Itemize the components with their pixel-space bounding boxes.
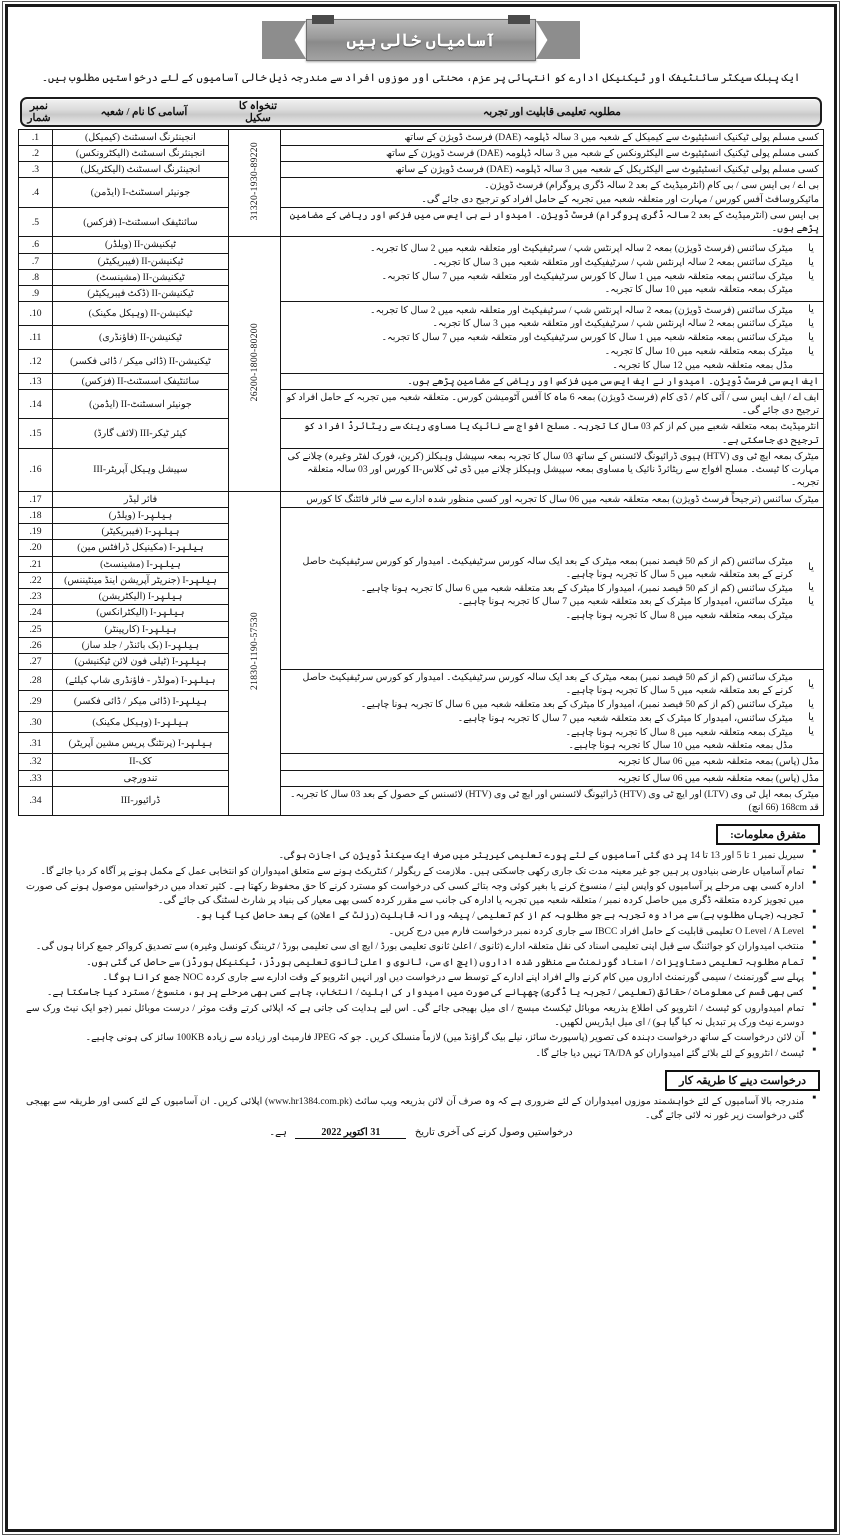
qualification-line: میٹرک سائنس (ترجیحاً فرسٹ ڈویژن) بمعہ متعلقہ شعبہ میں 06 سال کا تجربہ اور کسی منظور شدہ ادارے سے فائر فائٹنگ کا کورس: [306, 493, 819, 505]
cell-post-name: انجینئرنگ اسسٹنٹ (الیکٹریکل): [53, 162, 229, 178]
or-separator: یا: [808, 698, 814, 710]
header-serial: نمبر شمار: [27, 100, 51, 124]
cell-serial: .20: [19, 540, 53, 556]
deadline-suffix: ہے۔: [269, 1127, 287, 1139]
cell-post-name: سائنٹیفک اسسٹنٹ-II (فزکس): [53, 373, 229, 389]
qualification-line: میٹرک بمعہ ایچ ٹی وی (HTV) ہیوی ڈرائیونگ لائسنس کے ساتھ 03 سال کا تجربہ بمعہ سپیشل وہیکلز (کرین، فورک لفٹر وغیرہ) چلانے کی مہارت کا ٹیسٹ۔ مسلح افواج سے ریٹائرڈ نائیک یا مساوی بمعہ سپیشل وہیکلز چلانے میں ڈی ٹی کلاس-II کورس اور 03 سالہ متعلقہ تجربہ۔: [287, 450, 819, 489]
cell-qualification: [281, 178, 824, 207]
vacancy-table: [18, 129, 824, 816]
table-row: [19, 207, 824, 236]
or-separator: یا: [808, 562, 814, 574]
qualification-option: میٹرک بمعہ متعلقہ شعبہ میں 8 سال کا تجربہ ہونا چاہیے۔: [565, 726, 793, 738]
cell-serial: .3: [19, 162, 53, 178]
cell-post-name: ہیلپر-I (مولڈر - فاؤنڈری شاپ کیلئے): [53, 670, 229, 691]
table-header-bar: [20, 97, 822, 127]
table-row: [19, 670, 824, 691]
or-separator: یا: [808, 331, 814, 343]
qualification-line: انٹرمیڈیٹ بمعہ متعلقہ شعبے میں کم از کم 03 سال کا تجربہ۔ مسلح افواج سے نائیک یا مساوی رینک سے ریٹائرڈ افراد کو ترجیح دی جاسکتی ہے۔: [303, 421, 819, 446]
cell-serial: .6: [19, 237, 53, 253]
cell-post-name: ٹیکنیشن-II (ڈائی میکر / ڈائی فکسر): [53, 349, 229, 373]
cell-serial: .21: [19, 556, 53, 572]
cell-post-name: ہیلپر-I (ویلڈر): [53, 507, 229, 523]
table-row: [19, 389, 824, 418]
note-item: ■ پہلے سے گورنمنٹ / سیمی گورنمنٹ اداروں میں کام کرنے والے افراد اپنے ادارے کے توسط سے درخواست دیں اور انہیں انٹرویو کے وقت ادارے سے جاری کردہ NOC جمع کرانا ہوگا۔: [26, 971, 816, 986]
cell-post-name: کک-II: [53, 754, 229, 770]
table-row: [19, 770, 824, 786]
cell-post-name: ہیلپر-I (الیکٹرانکس): [53, 605, 229, 621]
ribbon-tail-left: [536, 21, 580, 59]
cell-post-name: ٹیکنیشن-II (ویلڈر): [53, 237, 229, 253]
cell-serial: .7: [19, 253, 53, 269]
cell-pay-scale: [229, 237, 281, 491]
or-separator: یا: [808, 256, 814, 268]
cell-qualification: [281, 207, 824, 236]
cell-qualification: [281, 670, 824, 754]
or-separator: یا: [808, 582, 814, 594]
cell-post-name: ہیلپر-I (ڈائی میکر / ڈائی فکسر): [53, 691, 229, 712]
header-scale: تنخواہ کا سکیل: [238, 100, 278, 124]
qualification-option: میٹرک بمعہ متعلقہ شعبہ میں 8 سال کا تجربہ ہونا چاہیے۔: [565, 609, 793, 621]
cell-post-name: ہیلپر-I (کارپینٹر): [53, 621, 229, 637]
cell-serial: .26: [19, 637, 53, 653]
cell-post-name: سائنٹیفک اسسٹنٹ-I (فزکس): [53, 207, 229, 236]
qualification-option: میٹرک سائنس بمعہ 2 سالہ اپرنٹس شپ / سرٹیفیکیٹ اور متعلقہ شعبہ میں 3 سال کا تجربہ۔: [432, 318, 793, 330]
cell-qualification: [281, 419, 824, 448]
cell-post-name: تندورچی: [53, 770, 229, 786]
qualification-option: میٹرک سائنس (کم از کم 50 فیصد نمبر)، امیدوار کا میٹرک کے بعد متعلقہ شعبہ میں 6 سال کا تجربہ ہونا چاہیے۔: [360, 698, 793, 710]
note-item: ■ تمام آسامیاں عارضی بنیادوں پر ہیں جو غیر معینہ مدت تک جاری رکھی جاسکتی ہیں۔ ملازمت کے ریگولر / کنٹریکٹ ہونے سے متعلق امیدواران کو انتخابی عمل کے مکمل ہونے پر آگاہ کر دیا جائے گا۔: [26, 865, 816, 880]
table-row: [19, 237, 824, 253]
notes-list: [18, 849, 824, 1062]
cell-serial: .16: [19, 448, 53, 491]
deadline-line: [18, 1124, 824, 1138]
cell-qualification: [281, 145, 824, 161]
cell-serial: .18: [19, 507, 53, 523]
qualification-line: مائیکروسافٹ آفس کورس / مہارت اور متعلقہ شعبہ میں تجربہ کے حامل افراد کو ترجیح دی جائے گی۔: [421, 193, 819, 205]
qualification-option: میٹرک سائنس (فرسٹ ڈویژن) بمعہ 2 سالہ اپرنٹس شپ / سرٹیفیکیٹ اور متعلقہ شعبہ میں 2 سال کا تجربہ۔: [369, 304, 793, 316]
cell-serial: .5: [19, 207, 53, 236]
cell-post-name: انجینئرنگ اسسٹنٹ (الیکٹرونکس): [53, 145, 229, 161]
cell-serial: .1: [19, 129, 53, 145]
cell-serial: .23: [19, 589, 53, 605]
intro-paragraph: ایک پبلک سیکٹر سائنٹیفک اور ٹیکنیکل ادارے کو انتہائی پر عزم، محنتی اور موزوں افراد سے مندرجہ ذیل خالی آسامیوں کے لئے درخواستیں مطلوب ہیں۔: [41, 73, 801, 84]
cell-serial: .32: [19, 754, 53, 770]
cell-serial: .24: [19, 605, 53, 621]
deadline-date: 31 اکتوبر 2022: [295, 1127, 406, 1139]
cell-post-name: ہیلپر-I (فیبریکیٹر): [53, 524, 229, 540]
cell-qualification: [281, 373, 824, 389]
cell-serial: .34: [19, 786, 53, 815]
qualification-option: میٹرک بمعہ متعلقہ شعبہ میں 10 سال کا تجربہ۔: [604, 346, 793, 357]
cell-post-name: ڈرائیور-III: [53, 786, 229, 815]
cell-serial: .30: [19, 712, 53, 733]
qualification-line: بی ایس سی (انٹرمیڈیٹ کے بعد 2 سالہ ڈگری پروگرام) فرسٹ ڈویژن۔ امیدوار نے بی ایس سی میں فزکس اور ریاضی کے مضامین پڑھے ہوں۔: [289, 209, 819, 235]
pay-scale-value: 26200-1800-80200: [248, 322, 260, 402]
note-item: ■ آن لائن درخواست کے ساتھ درخواست دہندہ کی تصویر (پاسپورٹ سائز، نیلے بیک گراؤنڈ میں) لازماً منسلک کریں۔ جو کہ JPEG فارمیٹ اور زیادہ سے زیادہ 100KB سائز کی ہونی چاہیے۔: [26, 1031, 816, 1046]
cell-serial: .12: [19, 349, 53, 373]
cell-post-name: ہیلپر-I (ٹیلی فون لائن ٹیکنیشن): [53, 653, 229, 669]
apply-list: [18, 1095, 824, 1124]
qualification-line: ایف ایس سی فرسٹ ڈویژن۔ امیدوار نے ایف ایس سی میں فزکس اور ریاضی کے مضامین پڑھے ہوں۔: [407, 375, 819, 387]
cell-post-name: جونیئر اسسٹنٹ-I (ایڈمن): [53, 178, 229, 207]
qualification-line: کسی مسلم پولی ٹیکنیک انسٹیٹیوٹ سے الیکٹرونکس کے شعبہ میں 3 سالہ ڈپلومہ (DAE) فرسٹ ڈویژن کے ساتھ: [386, 147, 819, 159]
qualification-line: ایف اے / ایف ایس سی / آئی کام / ڈی کام (فرسٹ ڈویژن) بمعہ 6 ماہ کا آفس آٹومیشن کورس۔ متعلقہ شعبہ میں تجربہ کے حامل افراد کو ترجیح دی جائے گی۔: [286, 391, 819, 417]
cell-serial: .28: [19, 670, 53, 691]
note-item: ■ ادارہ کسی بھی مرحلے پر آسامیوں کو واپس لینے / منسوخ کرنے یا بغیر کوئی وجہ بتائے کسی کی درخواست کو مسترد کرنے کا حق محفوظ رکھتا ہے۔ کثیر تعداد میں درخواستیں موصول ہونے کی صورت میں تجویز کردہ متعلقہ ڈگری میں حاصل کردہ نمبر / متعلقہ شعبہ میں تجربہ یا ادارہ کی جانب سے مقرر کردہ کسی بھی معیار کی بنیاد پر شارٹ لسٹنگ کی جائے گی۔: [26, 880, 816, 909]
cell-qualification: [281, 129, 824, 145]
cell-serial: .29: [19, 691, 53, 712]
table-row: [19, 129, 824, 145]
note-item: ■ کسی بھی قسم کی معلومات / حقائق (تعلیمی / تجربہ یا ڈگری) چھپانے کی صورت میں امیدوار کی اہلیت / انتخاب، چاہے کسی بھی مرحلے پر ہو، منسوخ / مسترد کیا جاسکتا ہے۔: [26, 986, 816, 1001]
or-separator: یا: [808, 243, 814, 255]
cell-qualification: [281, 237, 824, 302]
qualification-option: میٹرک سائنس بمعہ 2 سالہ اپرنٹس شپ / سرٹیفیکیٹ اور متعلقہ شعبہ میں 3 سال کا تجربہ۔: [432, 257, 793, 269]
cell-qualification: [281, 507, 824, 669]
table-row: [19, 145, 824, 161]
banner: [18, 17, 824, 63]
cell-serial: .13: [19, 373, 53, 389]
deadline-prefix: درخواستیں وصول کرنے کی آخری تاریخ: [414, 1127, 573, 1139]
qualification-option: میٹرک سائنس، امیدوار کا میٹرک کے بعد متعلقہ شعبہ میں 7 سال کا تجربہ ہونا چاہیے۔: [457, 712, 793, 724]
cell-serial: .22: [19, 572, 53, 588]
qualification-line: کسی مسلم پولی ٹیکنیک انسٹیٹیوٹ سے کیمیکل کے شعبہ میں 3 سالہ ڈپلومہ (DAE) فرسٹ ڈویژن کے ساتھ: [404, 131, 819, 143]
cell-qualification: [281, 754, 824, 770]
banner-title: آسامیاں خالی ہیں: [346, 30, 496, 50]
table-row: [19, 302, 824, 326]
note-item: ■ O Level / A Level تعلیمی قابلیت کے حامل افراد IBCC سے جاری کردہ نمبر درخواست فارم میں درج کریں۔: [26, 925, 816, 940]
qualification-option: میٹرک سائنس (کم از کم 50 فیصد نمبر) بمعہ میٹرک کے بعد ایک سالہ کورس سرٹیفیکیٹ۔ امیدوار کو کورس سرٹیفیکیٹ حاصل کرنے کے بعد متعلقہ شعبہ میں 5 سال کا تجربہ ہونا چاہیے۔: [302, 555, 793, 581]
pay-scale-value: 21830-1190-57530: [248, 612, 260, 691]
note-item: ■ سیریل نمبر 1 تا 5 اور 13 تا 14 پر دی گئی آسامیوں کے لئے پورے تعلیمی کیریئر میں صرف ایک سیکنڈ ڈویژن کی اجازت ہوگی۔: [26, 849, 816, 864]
qualification-option: میٹرک سائنس (کم از کم 50 فیصد نمبر) بمعہ میٹرک کے بعد ایک سالہ کورس سرٹیفیکیٹ۔ امیدوار کو کورس سرٹیفیکیٹ حاصل کرنے کے بعد متعلقہ شعبہ میں 5 سال کا تجربہ ہونا چاہیے۔: [302, 672, 793, 697]
cell-serial: .9: [19, 286, 53, 302]
cell-serial: .8: [19, 269, 53, 285]
or-separator: یا: [808, 318, 814, 330]
cell-post-name: ہیلپر-I (جنریٹر آپریشن اینڈ مینٹیننس): [53, 572, 229, 588]
cell-post-name: فائر لیڈر: [53, 491, 229, 507]
header-qualification: مطلوبہ تعلیمی قابلیت اور تجربہ: [483, 106, 621, 118]
advertisement-frame: [5, 4, 837, 1532]
cell-qualification: [281, 302, 824, 373]
cell-post-name: ہیلپر-I (پرنٹنگ پریس مشین آپریٹر): [53, 733, 229, 754]
ribbon-body: [306, 19, 536, 61]
cell-post-name: ٹیکنیشن-II (فاؤنڈری): [53, 326, 229, 350]
qualification-line: بی اے / بی ایس سی / بی کام (انٹرمیڈیٹ کے بعد 2 سالہ ڈگری پروگرام) فرسٹ ڈویژن۔: [484, 180, 819, 192]
or-separator: یا: [808, 304, 814, 316]
cell-serial: .14: [19, 389, 53, 418]
qualification-option: مڈل بمعہ متعلقہ شعبہ میں 10 سال کا تجربہ ہونا چاہیے۔: [568, 740, 793, 752]
cell-serial: .27: [19, 653, 53, 669]
cell-serial: .2: [19, 145, 53, 161]
cell-serial: .33: [19, 770, 53, 786]
or-separator: یا: [808, 712, 814, 724]
cell-post-name: ہیلپر-I (وہیکل مکینک): [53, 712, 229, 733]
qualification-option: میٹرک بمعہ متعلقہ شعبہ میں 10 سال کا تجربہ۔: [604, 284, 793, 296]
cell-serial: .15: [19, 419, 53, 448]
cell-serial: .19: [19, 524, 53, 540]
qualification-option: میٹرک سائنس (فرسٹ ڈویژن) بمعہ 2 سالہ اپرنٹس شپ / سرٹیفیکیٹ اور متعلقہ شعبہ میں 2 سال کا تجربہ۔: [369, 243, 793, 255]
qualification-line: مڈل (پاس) بمعہ متعلقہ شعبہ میں 06 سال کا تجربہ: [617, 756, 819, 768]
cell-post-name: ہیلپر-I (الیکٹریشن): [53, 589, 229, 605]
qualification-line: کسی مسلم پولی ٹیکنیک انسٹیٹیوٹ سے الیکٹریکل کے شعبہ میں 3 سالہ ڈپلومہ (DAE) فرسٹ ڈویژن کے ساتھ: [395, 164, 819, 176]
cell-post-name: کیئر ٹیکر-III (لائف گارڈ): [53, 419, 229, 448]
cell-post-name: ہیلپر-I (مکینیکل ڈرافٹس مین): [53, 540, 229, 556]
qualification-line: مڈل (پاس) بمعہ متعلقہ شعبہ میں 06 سال کا تجربہ: [617, 772, 819, 784]
table-row: [19, 178, 824, 207]
cell-serial: .17: [19, 491, 53, 507]
note-item: ■ تجربہ (جہاں مطلوب ہے) سے مراد وہ تجربہ ہے جو مطلوبہ کم از کم تعلیمی / پیشہ ورانہ قابلیت (رزلٹ کے اعلان) کے بعد حاصل کیا گیا ہو۔: [26, 909, 816, 924]
table-row: [19, 448, 824, 491]
cell-post-name: ٹیکنیشن-II (مشینسٹ): [53, 269, 229, 285]
qualification-option: میٹرک سائنس بمعہ متعلقہ شعبہ میں 1 سال کا کورس سرٹیفیکیٹ اور متعلقہ شعبہ میں 7 سال کا تجربہ۔: [381, 332, 793, 344]
cell-qualification: [281, 448, 824, 491]
cell-serial: .11: [19, 326, 53, 350]
qualification-line: میٹرک بمعہ ایل ٹی وی (LTV) اور ایچ ٹی وی (HTV) ڈرائیونگ لائسنس اور ایچ ٹی وی (HTV) لائسنس کے حصول کے بعد 03 سال کا تجربہ۔ قد 168cm (66 انچ): [290, 788, 819, 813]
table-row: [19, 373, 824, 389]
note-item: ■ تمام مطلوبہ تعلیمی دستاویزات / اسناد گورنمنٹ سے منظور شدہ اداروں (ایچ ای سی، ثانوی و اعلیٰ ثانوی تعلیمی بورڈز، ٹیکنیکل بورڈز) سے حاصل کی گئی ہوں۔: [26, 956, 816, 971]
ribbon-notch-right: [508, 15, 530, 24]
cell-post-name: ہیلپر-I (بک بائنڈر / جلد ساز): [53, 637, 229, 653]
table-row: [19, 786, 824, 815]
apply-heading: درخواست دینے کا طریقہ کار: [665, 1070, 820, 1091]
cell-serial: .10: [19, 302, 53, 326]
pay-scale-value: 31320-1930-89220: [248, 141, 260, 221]
or-separator: یا: [808, 726, 814, 738]
cell-post-name: ٹیکنیشن-II (فیبریکیٹر): [53, 253, 229, 269]
cell-post-name: ہیلپر-I (مشینسٹ): [53, 556, 229, 572]
or-separator: یا: [808, 270, 814, 282]
cell-serial: .25: [19, 621, 53, 637]
cell-qualification: [281, 786, 824, 815]
or-separator: یا: [808, 345, 814, 357]
note-item: ■ ٹیسٹ / انٹرویو کے لئے بلائے گئے امیدواران کو TA/DA نہیں دیا جائے گا۔: [26, 1047, 816, 1062]
cell-qualification: [281, 491, 824, 507]
apply-item: ■ مندرجہ بالا آسامیوں کے لئے خواہشمند موزوں امیدواران کے لئے ضروری ہے کہ وہ صرف آن لائن بذریعہ ویب سائٹ (www.hr1384.com.pk) اپلائی کریں۔ ان آسامیوں کے لئے کسی اور طریقہ سے بھیجی گئی درخواست زیر غور نہ لائی جائے گی۔: [26, 1095, 816, 1124]
cell-qualification: [281, 389, 824, 418]
cell-qualification: [281, 162, 824, 178]
table-row: [19, 419, 824, 448]
ribbon-notch-left: [312, 15, 334, 24]
cell-pay-scale: [229, 129, 281, 237]
table-row: [19, 491, 824, 507]
cell-post-name: سپیشل وہیکل آپریٹر-III: [53, 448, 229, 491]
or-separator: یا: [808, 596, 814, 608]
qualification-option: میٹرک سائنس بمعہ متعلقہ شعبہ میں 1 سال کا کورس سرٹیفیکیٹ اور متعلقہ شعبہ میں 7 سال کا تجربہ۔: [381, 270, 793, 282]
cell-post-name: انجینئرنگ اسسٹنٹ (کیمیکل): [53, 129, 229, 145]
qualification-option: مڈل بمعہ متعلقہ شعبہ میں 12 سال کا تجربہ۔: [612, 359, 793, 371]
note-item: ■ تمام امیدواروں کو ٹیسٹ / انٹرویو کی اطلاع بذریعہ موبائل ٹیکسٹ میسج / ای میل بھیجی جائے گی۔ اس لیے ہدایت کی جاتی ہے کہ اپلائی کرتے وقت موثر / درست موبائل نمبر (جو ایک نیٹ ورک سے دوسرے نیٹ ورک پر تبدیل نہ کیا گیا ہو) / ای میل ایڈریس لکھیں۔: [26, 1002, 816, 1031]
ribbon-graphic: [262, 19, 580, 61]
cell-qualification: [281, 770, 824, 786]
qualification-option: میٹرک سائنس، امیدوار کا میٹرک کے بعد متعلقہ شعبہ میں 7 سال کا تجربہ ہونا چاہیے۔: [457, 596, 793, 608]
table-row: [19, 162, 824, 178]
cell-post-name: ٹیکنیشن-II (وہیکل مکینک): [53, 302, 229, 326]
cell-serial: .31: [19, 733, 53, 754]
note-item: ■ منتخب امیدواران کو جوائننگ سے قبل اپنی تعلیمی اسناد کی نقل متعلقہ ادارے (ثانوی / اعلیٰ ثانوی تعلیمی بورڈ / ایچ ای سی تعلیمی بورڈ / ٹریننگ کونسل وغیرہ) سے تصدیق کرواکر جمع کرانا ہوں گی۔: [26, 940, 816, 955]
qualification-option: میٹرک سائنس (کم از کم 50 فیصد نمبر)، امیدوار کا میٹرک کے بعد متعلقہ شعبہ میں 6 سال کا تجربہ ہونا چاہیے۔: [360, 582, 793, 594]
vacancy-table-body: [19, 129, 824, 815]
table-row: [19, 754, 824, 770]
notes-heading: متفرق معلومات:: [716, 824, 820, 845]
cell-post-name: ٹیکنیشن-II (ڈکٹ فیبریکیٹر): [53, 286, 229, 302]
header-post: آسامی کا نام / شعبہ: [100, 106, 188, 118]
ribbon-tail-right: [262, 21, 306, 59]
cell-post-name: جونیئر اسسٹنٹ-II (ایڈمن): [53, 389, 229, 418]
cell-serial: .4: [19, 178, 53, 207]
or-separator: یا: [808, 678, 814, 690]
table-row: [19, 507, 824, 523]
cell-pay-scale: [229, 491, 281, 816]
